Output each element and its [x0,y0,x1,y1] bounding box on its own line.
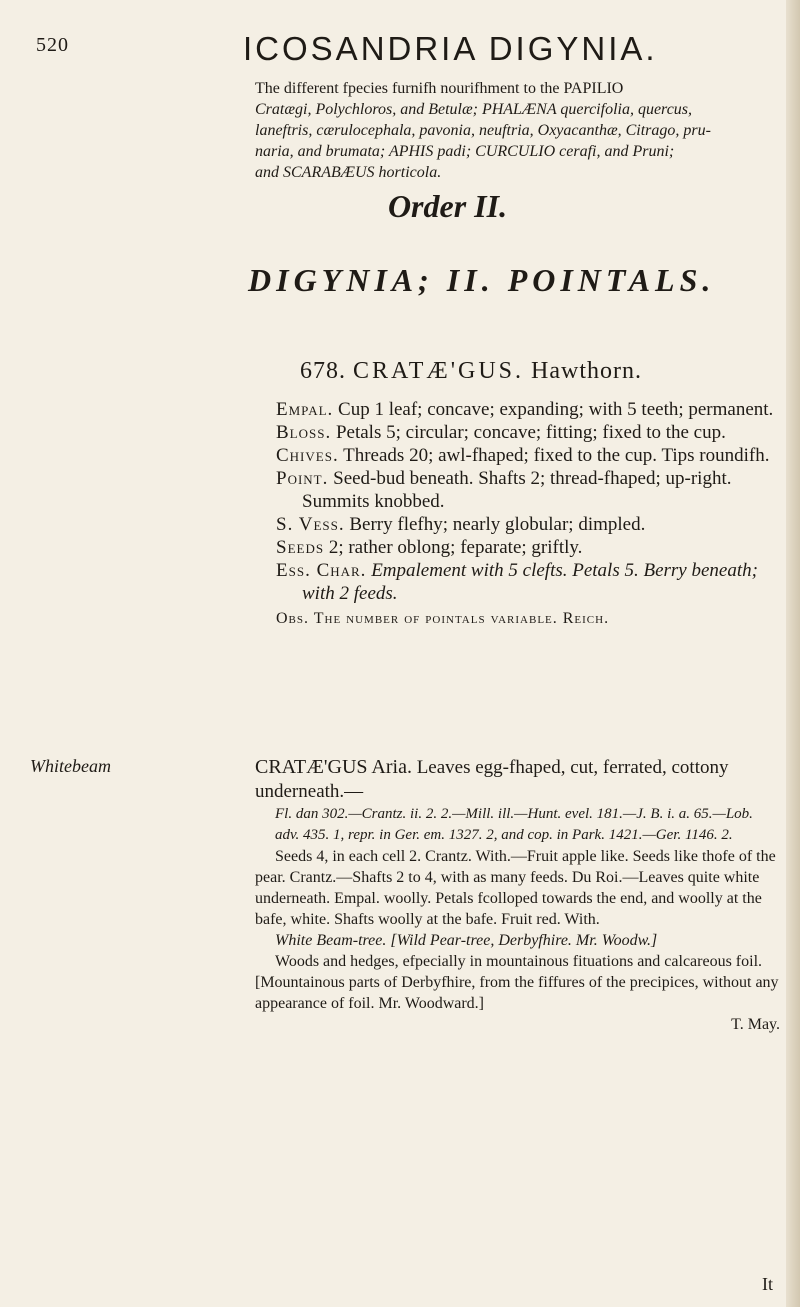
character-essential [276,559,778,605]
species-entry [255,755,780,1035]
character-empalement [276,398,778,421]
species-name: CRATÆ'GUS Aria. [255,756,412,778]
character-text: Petals 5; circular; concave; fitting; fixed to the cup. [335,422,726,443]
character-label: Ess. Char. [276,560,367,581]
observation: Obs. The number of pointals variable. Reich. [276,610,610,627]
character-label: Point. [276,468,329,489]
character-text: Cup 1 leaf; concave; expanding; with 5 teeth; permanent. [338,399,774,420]
intro-line: The different fpecies furnifh nourifhment to the PAPILIO [255,80,624,97]
character-label: S. Vess. [276,514,345,535]
genus-common-name: Hawthorn. [531,358,643,384]
genus-heading [300,358,642,385]
character-text: Seed-bud beneath. Shafts 2; thread-fhaped; up-right. Summits knobbed. [302,468,732,512]
page-number: 520 [36,34,69,56]
species-notes: Seeds 4, in each cell 2. Crantz. With.—Fruit apple like. Seeds like thofe of the pear. Crantz.—Shafts 2 to 4, with as many feeds. Du Roi.—Leaves quite white underneath. Empal. woolly. Petals fcolloped towards the end, and woolly at the bafe, white. Shafts woolly at the bafe. Fruit red. With. [255,848,776,928]
intro-line: and SCARABÆUS horticola. [255,164,442,181]
generic-characters [276,398,778,630]
character-text: Berry flefhy; nearly globular; dimpled. [349,514,646,535]
intro-paragraph [255,78,770,183]
character-point [276,467,778,513]
species-common-name: Whitebeam [30,756,111,776]
intro-line: Cratægi, Polychloros, and Betulæ; PHALÆNA quercifolia, quercus, [255,101,693,118]
character-label: Seeds [276,537,325,558]
genus-name: CRATÆ'GUS. [353,358,525,384]
character-label: Bloss. [276,422,332,443]
character-chives [276,444,778,467]
character-blossom [276,421,778,444]
genus-number: 678. [300,358,346,384]
character-text: Empalement with 5 clefts. Petals 5. Berry beneath; with 2 feeds. [302,560,758,604]
character-text: 2; rather oblong; feparate; griftly. [328,537,583,558]
species-references: Fl. dan 302.—Crantz. ii. 2. 2.—Mill. ill.—Hunt. evel. 181.—J. B. i. a. 65.—Lob. adv. 435. 1, repr. in Ger. em. 1327. 2, and cop. in Park. 1421.—Ger. 1146. 2. [275,806,753,843]
species-habitat: Woods and hedges, efpecially in mountainous fituations and calcareous foil. [Mountainous parts of Derbyfhire, from the fiffures of the precipices, without any appearance of foil. Mr. Woodward.] [255,953,779,1012]
running-title: ICOSANDRIA DIGYNIA. [243,30,658,67]
intro-line: laneftris, cærulocephala, pavonia, neuftria, Oxyacanthæ, Citrago, pru- [255,122,711,139]
species-habitat-name: White Beam-tree. [Wild Pear-tree, Derbyfhire. Mr. Woodw.] [275,932,658,949]
catchword: It [762,1274,773,1294]
character-label: Empal. [276,399,334,420]
species-description: Leaves egg-fhaped, cut, ferrated, cottony underneath.— [255,757,729,802]
character-text: Threads 20; awl-fhaped; fixed to the cup. Tips roundifh. [343,445,770,466]
order-heading: Order II. [387,188,508,224]
page-header [0,30,800,70]
character-seeds [276,536,778,559]
character-seed-vessel [276,513,778,536]
character-label: Chives. [276,445,339,466]
class-heading: DIGYNIA; II. POINTALS. [248,262,716,298]
intro-line: naria, and brumata; APHIS padi; CURCULIO cerafi, and Pruni; [255,143,675,160]
flowering-time: T. May. [731,1016,780,1033]
